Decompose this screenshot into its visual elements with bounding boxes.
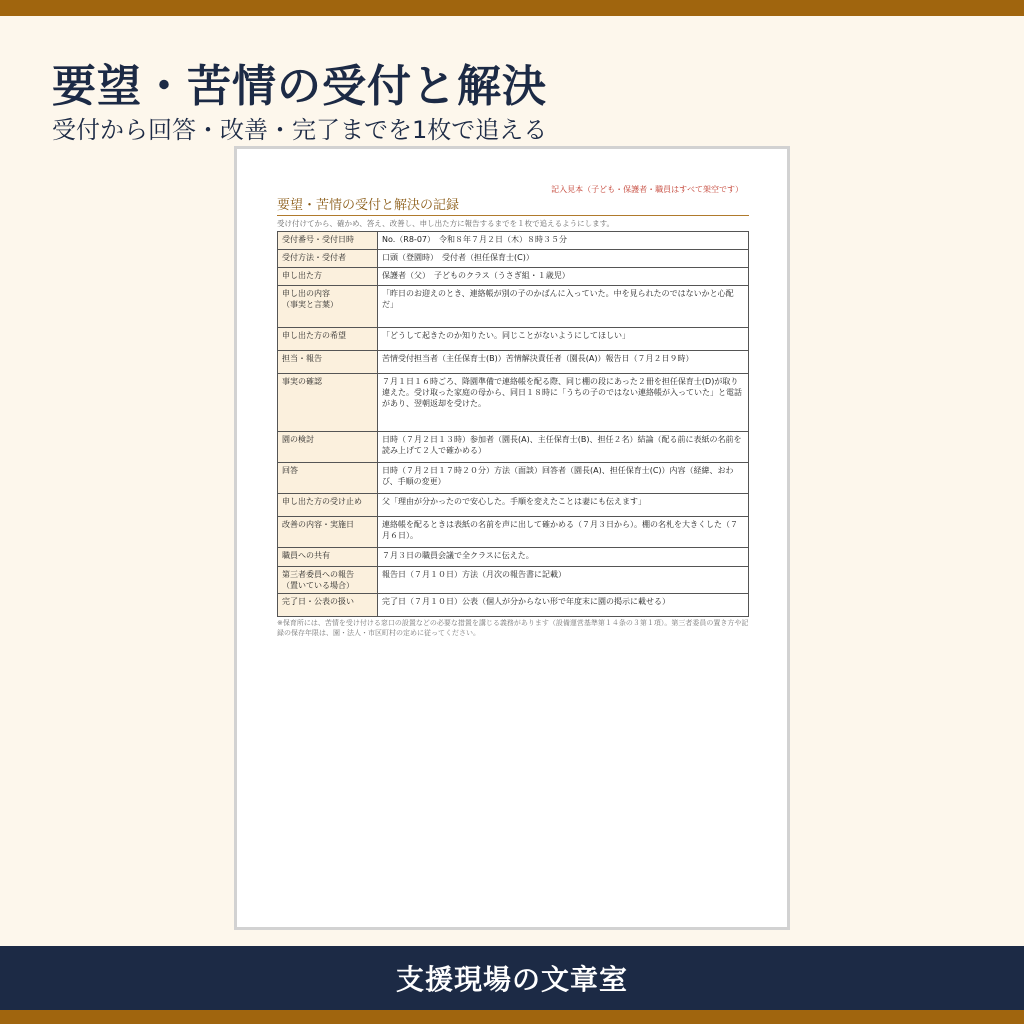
table-row: [278, 463, 749, 494]
row-label: 受付番号・受付日時: [278, 232, 378, 250]
sample-note: 記入見本（子ども・保護者・職員はすべて架空です）: [551, 185, 743, 194]
row-label: 担当・報告: [278, 351, 378, 374]
row-label: 事実の確認: [278, 374, 378, 432]
table-row: [278, 351, 749, 374]
row-label: 申し出た方の希望: [278, 328, 378, 351]
top-accent-bar: [0, 0, 1024, 16]
table-row: [278, 268, 749, 286]
table-row: [278, 594, 749, 617]
footer-brand: 支援現場の文章室: [395, 963, 628, 996]
row-value: 「どうして起きたのか知りたい。同じことがないようにしてほしい」: [378, 328, 749, 351]
table-row: [278, 548, 749, 567]
table-row: [278, 328, 749, 351]
row-label: 第三者委員への報告 （置いている場合）: [278, 567, 378, 594]
record-table: [277, 231, 749, 617]
document-intro: 受け付けてから、確かめ、答え、改善し、申し出た方に報告するまでを１枚で追えるようにします。: [277, 219, 615, 228]
table-row: [278, 250, 749, 268]
row-value: 口頭（登園時） 受付者（担任保育士(C)）: [378, 250, 749, 268]
row-value: 苦情受付担当者（主任保育士(B)）苦情解決責任者（園長(A)）報告日（７月２日９時）: [378, 351, 749, 374]
row-value: 完了日（７月１０日）公表（個人が分からない形で年度末に園の掲示に載せる）: [378, 594, 749, 617]
row-value: 報告日（７月１０日）方法（月次の報告書に記載）: [378, 567, 749, 594]
row-value: No.（R8-07） 令和８年７月２日（木）８時３５分: [378, 232, 749, 250]
row-value: ７月１日１６時ごろ、降園準備で連絡帳を配る際、同じ棚の段にあった２冊を担任保育士(D)が取り違えた。受け取った家庭の母から、同日１８時に「うちの子のではない連絡帳が入っていた」と電話があり、翌朝返却を受けた。: [378, 374, 749, 432]
table-row: [278, 517, 749, 548]
row-label: 職員への共有: [278, 548, 378, 567]
table-row: [278, 374, 749, 432]
page-subtitle: 受付から回答・改善・完了までを1枚で追える: [52, 116, 548, 144]
row-label: 園の検討: [278, 432, 378, 463]
document-title: 要望・苦情の受付と解決の記録: [277, 194, 749, 216]
row-label: 回答: [278, 463, 378, 494]
table-row: [278, 494, 749, 517]
page-title: 要望・苦情の受付と解決: [52, 61, 547, 112]
row-label: 完了日・公表の扱い: [278, 594, 378, 617]
row-label: 申し出の内容 （事実と言葉）: [278, 286, 378, 328]
document-footnote: ※保育所には、苦情を受け付ける窓口の設置などの必要な措置を講じる義務があります（設備運営基準第１４条の３第１項）。第三者委員の置き方や記録の保存年限は、園・法人・市区町村の定めに従ってください。: [277, 619, 749, 637]
row-label: 受付方法・受付者: [278, 250, 378, 268]
row-label: 申し出た方の受け止め: [278, 494, 378, 517]
row-value: 父「理由が分かったので安心した。手順を変えたことは妻にも伝えます」: [378, 494, 749, 517]
row-value: 保護者（父） 子どものクラス（うさぎ組・１歳児）: [378, 268, 749, 286]
row-value: 日時（７月２日１３時）参加者（園長(A)、主任保育士(B)、担任２名）結論（配る前に表紙の名前を読み上げて２人で確かめる）: [378, 432, 749, 463]
footer-bar: [0, 946, 1024, 1010]
bottom-accent-bar: [0, 1010, 1024, 1024]
row-value: 連絡帳を配るときは表紙の名前を声に出して確かめる（７月３日から）。棚の名札を大きくした（７月６日）。: [378, 517, 749, 548]
row-value: ７月３日の職員会議で全クラスに伝えた。: [378, 548, 749, 567]
table-row: [278, 286, 749, 328]
row-value: 日時（７月２日１７時２０分）方法（面談）回答者（園長(A)、担任保育士(C)）内容（経緯、おわび、手順の変更）: [378, 463, 749, 494]
table-row: [278, 567, 749, 594]
row-label: 改善の内容・実施日: [278, 517, 378, 548]
row-label: 申し出た方: [278, 268, 378, 286]
document-preview: [234, 146, 790, 930]
row-value: 「昨日のお迎えのとき、連絡帳が別の子のかばんに入っていた。中を見られたのではないかと心配だ」: [378, 286, 749, 328]
table-row: [278, 432, 749, 463]
table-row: [278, 232, 749, 250]
